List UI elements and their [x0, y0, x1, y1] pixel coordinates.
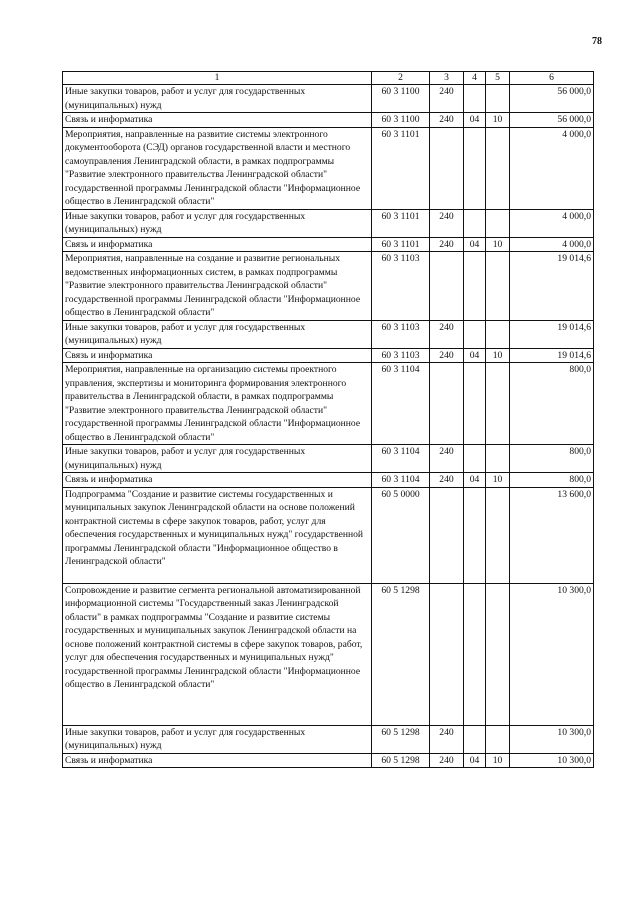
table-header-row	[63, 72, 594, 85]
table-row	[63, 252, 594, 321]
row-amount: 4 000,0	[510, 237, 594, 252]
row-name: Сопровождение и развитие сегмента региональной автоматизированной информационной системы "Государственный заказ Ленинградской области" в рамках подпрограммы "Создание и развитие системы государственных и муниципальных закупок Ленинградской области на основе положений контрактной системы в сфере закупок товаров, работ, услуг для обеспечения государственных и муниципальных нужд" государственной программы Ленинградской области "Информационное общество в Ленинградской области"	[63, 583, 372, 725]
table-row	[63, 487, 594, 583]
row-name: Связь и информатика	[63, 237, 372, 252]
row-name: Мероприятия, направленные на создание и развитие региональных ведомственных информационных систем, в рамках подпрограммы "Развитие электронного правительства Ленинградской области" государственной программы Ленинградской области "Информационное общество в Ленинградской области"	[63, 252, 372, 321]
row-name: Подпрограмма "Создание и развитие системы государственных и муниципальных закупок Ленинградской области на основе положений контрактной системы в сфере закупок товаров, работ, услуг для обеспечения государственных и муниципальных нужд" государственной программы Ленинградской области "Информационное общество в Ленинградской области"	[63, 487, 372, 583]
row-col4	[464, 209, 486, 237]
budget-table	[62, 71, 594, 768]
row-col4	[464, 127, 486, 209]
row-code: 60 3 1101	[372, 237, 430, 252]
row-col3: 240	[430, 237, 464, 252]
row-amount: 10 300,0	[510, 583, 594, 725]
header-cell: 3	[430, 72, 464, 85]
row-col4: 04	[464, 753, 486, 768]
table-row	[63, 725, 594, 753]
row-col5	[486, 487, 510, 583]
table-row	[63, 237, 594, 252]
row-col4: 04	[464, 237, 486, 252]
header-cell: 5	[486, 72, 510, 85]
row-code: 60 5 1298	[372, 583, 430, 725]
row-col4: 04	[464, 473, 486, 488]
row-col3: 240	[430, 85, 464, 113]
row-code: 60 5 1298	[372, 753, 430, 768]
table-row	[63, 209, 594, 237]
row-col4	[464, 487, 486, 583]
row-col4	[464, 725, 486, 753]
page-number: 78	[592, 36, 602, 47]
header-cell: 6	[510, 72, 594, 85]
header-cell: 2	[372, 72, 430, 85]
row-col5	[486, 363, 510, 445]
row-name: Связь и информатика	[63, 348, 372, 363]
row-amount: 800,0	[510, 473, 594, 488]
table-row	[63, 445, 594, 473]
row-col3: 240	[430, 320, 464, 348]
header-cell: 1	[63, 72, 372, 85]
row-name: Связь и информатика	[63, 113, 372, 128]
row-col4	[464, 85, 486, 113]
row-col4	[464, 363, 486, 445]
row-col4: 04	[464, 348, 486, 363]
row-col5	[486, 725, 510, 753]
row-col5: 10	[486, 348, 510, 363]
row-col5: 10	[486, 113, 510, 128]
row-amount: 10 300,0	[510, 725, 594, 753]
row-amount: 19 014,6	[510, 320, 594, 348]
table-row	[63, 113, 594, 128]
row-code: 60 3 1104	[372, 445, 430, 473]
row-col3	[430, 127, 464, 209]
row-col3: 240	[430, 113, 464, 128]
row-name: Иные закупки товаров, работ и услуг для государственных (муниципальных) нужд	[63, 445, 372, 473]
row-name: Мероприятия, направленные на организацию системы проектного управления, экспертизы и мониторинга формирования электронного правительства в Ленинградской области, в рамках подпрограммы "Развитие электронного правительства Ленинградской области" государственной программы Ленинградской области "Информационное общество в Ленинградской области"	[63, 363, 372, 445]
row-col3: 240	[430, 445, 464, 473]
row-code: 60 5 1298	[372, 725, 430, 753]
row-col5	[486, 127, 510, 209]
row-col5	[486, 209, 510, 237]
row-amount: 19 014,6	[510, 348, 594, 363]
row-col4	[464, 252, 486, 321]
row-col5: 10	[486, 753, 510, 768]
table-row	[63, 473, 594, 488]
row-col5	[486, 445, 510, 473]
row-name: Иные закупки товаров, работ и услуг для государственных (муниципальных) нужд	[63, 725, 372, 753]
row-col3	[430, 363, 464, 445]
row-col5	[486, 320, 510, 348]
table-row	[63, 348, 594, 363]
row-amount: 4 000,0	[510, 209, 594, 237]
row-col5	[486, 583, 510, 725]
row-col3: 240	[430, 753, 464, 768]
row-col3	[430, 487, 464, 583]
row-code: 60 3 1101	[372, 127, 430, 209]
row-name: Иные закупки товаров, работ и услуг для государственных (муниципальных) нужд	[63, 209, 372, 237]
row-code: 60 3 1103	[372, 348, 430, 363]
row-code: 60 3 1100	[372, 113, 430, 128]
row-amount: 56 000,0	[510, 85, 594, 113]
row-amount: 800,0	[510, 445, 594, 473]
row-col3: 240	[430, 473, 464, 488]
row-amount: 10 300,0	[510, 753, 594, 768]
row-col5	[486, 85, 510, 113]
row-code: 60 3 1103	[372, 320, 430, 348]
row-col5: 10	[486, 473, 510, 488]
row-name: Мероприятия, направленные на развитие системы электронного документооборота (СЭД) органов государственной власти и местного самоуправления Ленинградской области, в рамках подпрограммы "Развитие электронного правительства Ленинградской области" государственной программы Ленинградской области "Информационное общество в Ленинградской области"	[63, 127, 372, 209]
table-row	[63, 85, 594, 113]
row-name: Иные закупки товаров, работ и услуг для государственных (муниципальных) нужд	[63, 85, 372, 113]
row-col4: 04	[464, 113, 486, 128]
table-row	[63, 363, 594, 445]
row-col5: 10	[486, 237, 510, 252]
row-col3: 240	[430, 725, 464, 753]
row-code: 60 5 0000	[372, 487, 430, 583]
row-code: 60 3 1101	[372, 209, 430, 237]
row-amount: 800,0	[510, 363, 594, 445]
table-row	[63, 583, 594, 725]
row-name: Иные закупки товаров, работ и услуг для государственных (муниципальных) нужд	[63, 320, 372, 348]
row-code: 60 3 1104	[372, 473, 430, 488]
row-amount: 19 014,6	[510, 252, 594, 321]
row-code: 60 3 1103	[372, 252, 430, 321]
row-name: Связь и информатика	[63, 473, 372, 488]
table-row	[63, 320, 594, 348]
row-col4	[464, 445, 486, 473]
row-col3	[430, 583, 464, 725]
row-col3: 240	[430, 209, 464, 237]
row-col4	[464, 583, 486, 725]
row-code: 60 3 1104	[372, 363, 430, 445]
row-col5	[486, 252, 510, 321]
row-amount: 56 000,0	[510, 113, 594, 128]
row-col3: 240	[430, 348, 464, 363]
row-code: 60 3 1100	[372, 85, 430, 113]
row-name: Связь и информатика	[63, 753, 372, 768]
table-row	[63, 753, 594, 768]
row-amount: 13 600,0	[510, 487, 594, 583]
table-row	[63, 127, 594, 209]
row-amount: 4 000,0	[510, 127, 594, 209]
row-col4	[464, 320, 486, 348]
header-cell: 4	[464, 72, 486, 85]
row-col3	[430, 252, 464, 321]
